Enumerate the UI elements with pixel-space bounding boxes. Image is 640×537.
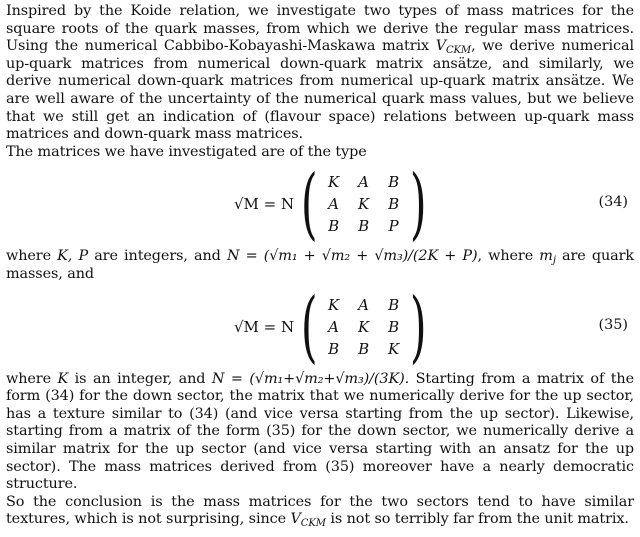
matrix-cell: A	[358, 295, 370, 314]
matrix-cell: K	[327, 173, 340, 192]
matrix-cell: B	[388, 317, 400, 336]
equation-34-lhs: √M = N	[234, 195, 295, 214]
intro-text-rest: , we derive numerical up-quark matrices from numerical down-quark matrix ansätze, and similarly, we derive numerical down-quark matrices from numerical up-quark matrix ansätze. We are well aware of the uncertainty of the numerical quark mass values, but we believe that we still get an indication of (flavour space) relations between up-quark mass matrices and down-quark mass matrices.	[6, 38, 634, 143]
left-paren-icon: (	[301, 159, 318, 250]
matrix-35	[319, 296, 409, 358]
matrix-cell: A	[358, 173, 370, 192]
matrix-cell: B	[358, 339, 370, 358]
var-k: K	[57, 370, 69, 387]
normalization-formula-34: N = (√m₁ + √m₂ + √m₃)/(2K + P)	[226, 248, 478, 265]
matrix-cell: P	[388, 217, 399, 236]
intro-text: Inspired by the Koide relation, we investigate two types of mass matrices for the square roots of the quark masses, from which we derive the regular mass matrices. Using the numerical Cabbibo-Kobayashi-Maskawa matrix	[6, 3, 634, 55]
equation-number-35: (35)	[598, 316, 628, 333]
matrices-intro: The matrices we have investigated are of the type	[6, 143, 367, 160]
equation-35-lhs: √M = N	[234, 317, 295, 336]
matrix-cell: B	[388, 195, 400, 214]
where-paragraph-34: where K, P are integers, and N = (√m₁ + √m₂ + √m₃)/(2K + P), where $m_j$ are quark masses, and	[6, 248, 634, 282]
matrix-cell: B	[328, 217, 340, 236]
right-paren-icon: )	[409, 281, 427, 372]
mass-symbol: $m_j$	[539, 248, 556, 267]
matrix-34	[319, 173, 409, 235]
ckm-subscript: CKM	[446, 45, 472, 57]
conclusion-paragraph: So the conclusion is the mass matrices for the two sectors tend to have similar textures, which is not surprising, since $V_{CKM}$ is not so terribly far from the unit matrix.	[6, 493, 634, 530]
matrix-cell: K	[387, 339, 400, 358]
intro-paragraph	[6, 3, 634, 144]
matrix-cell: B	[358, 217, 370, 236]
matrix-cell: B	[388, 173, 400, 192]
matrix-cell: K	[327, 295, 340, 314]
var-k-p: K, P	[57, 248, 89, 265]
matrix-cell: A	[328, 195, 340, 214]
equation-number-34: (34)	[598, 194, 628, 211]
left-paren-icon: (	[301, 281, 318, 372]
equation-35	[6, 281, 634, 372]
matrix-cell: K	[357, 195, 370, 214]
right-paren-icon: )	[409, 159, 427, 250]
normalization-formula-35: N = (√m₁+√m₂+√m₃)/(3K)	[211, 370, 405, 387]
matrix-cell: B	[388, 295, 400, 314]
equation-34	[6, 159, 634, 250]
ckm-symbol: $V_{CKM}$	[290, 511, 326, 530]
ckm-symbol: $V_{CKM}$	[435, 38, 472, 57]
matrix-cell: A	[328, 317, 340, 336]
matrix-cell: K	[357, 317, 370, 336]
matrix-cell: B	[328, 339, 340, 358]
where-paragraph-35: where K is an integer, and N = (√m₁+√m₂+√m₃)/(3K). Starting from a matrix of the form (34) for the down sector, the matrix that we numerically derive for the up sector, has a texture similar to (34) (and vice versa starting from the up sector). Likewise, starting from a matrix of the form (35) for the down sector, we numerically derive a similar matrix for the up sector (and vice versa starting with an ansatz for the up sector). The mass matrices derived from (35) moreover have a nearly democratic structure.	[6, 370, 634, 493]
